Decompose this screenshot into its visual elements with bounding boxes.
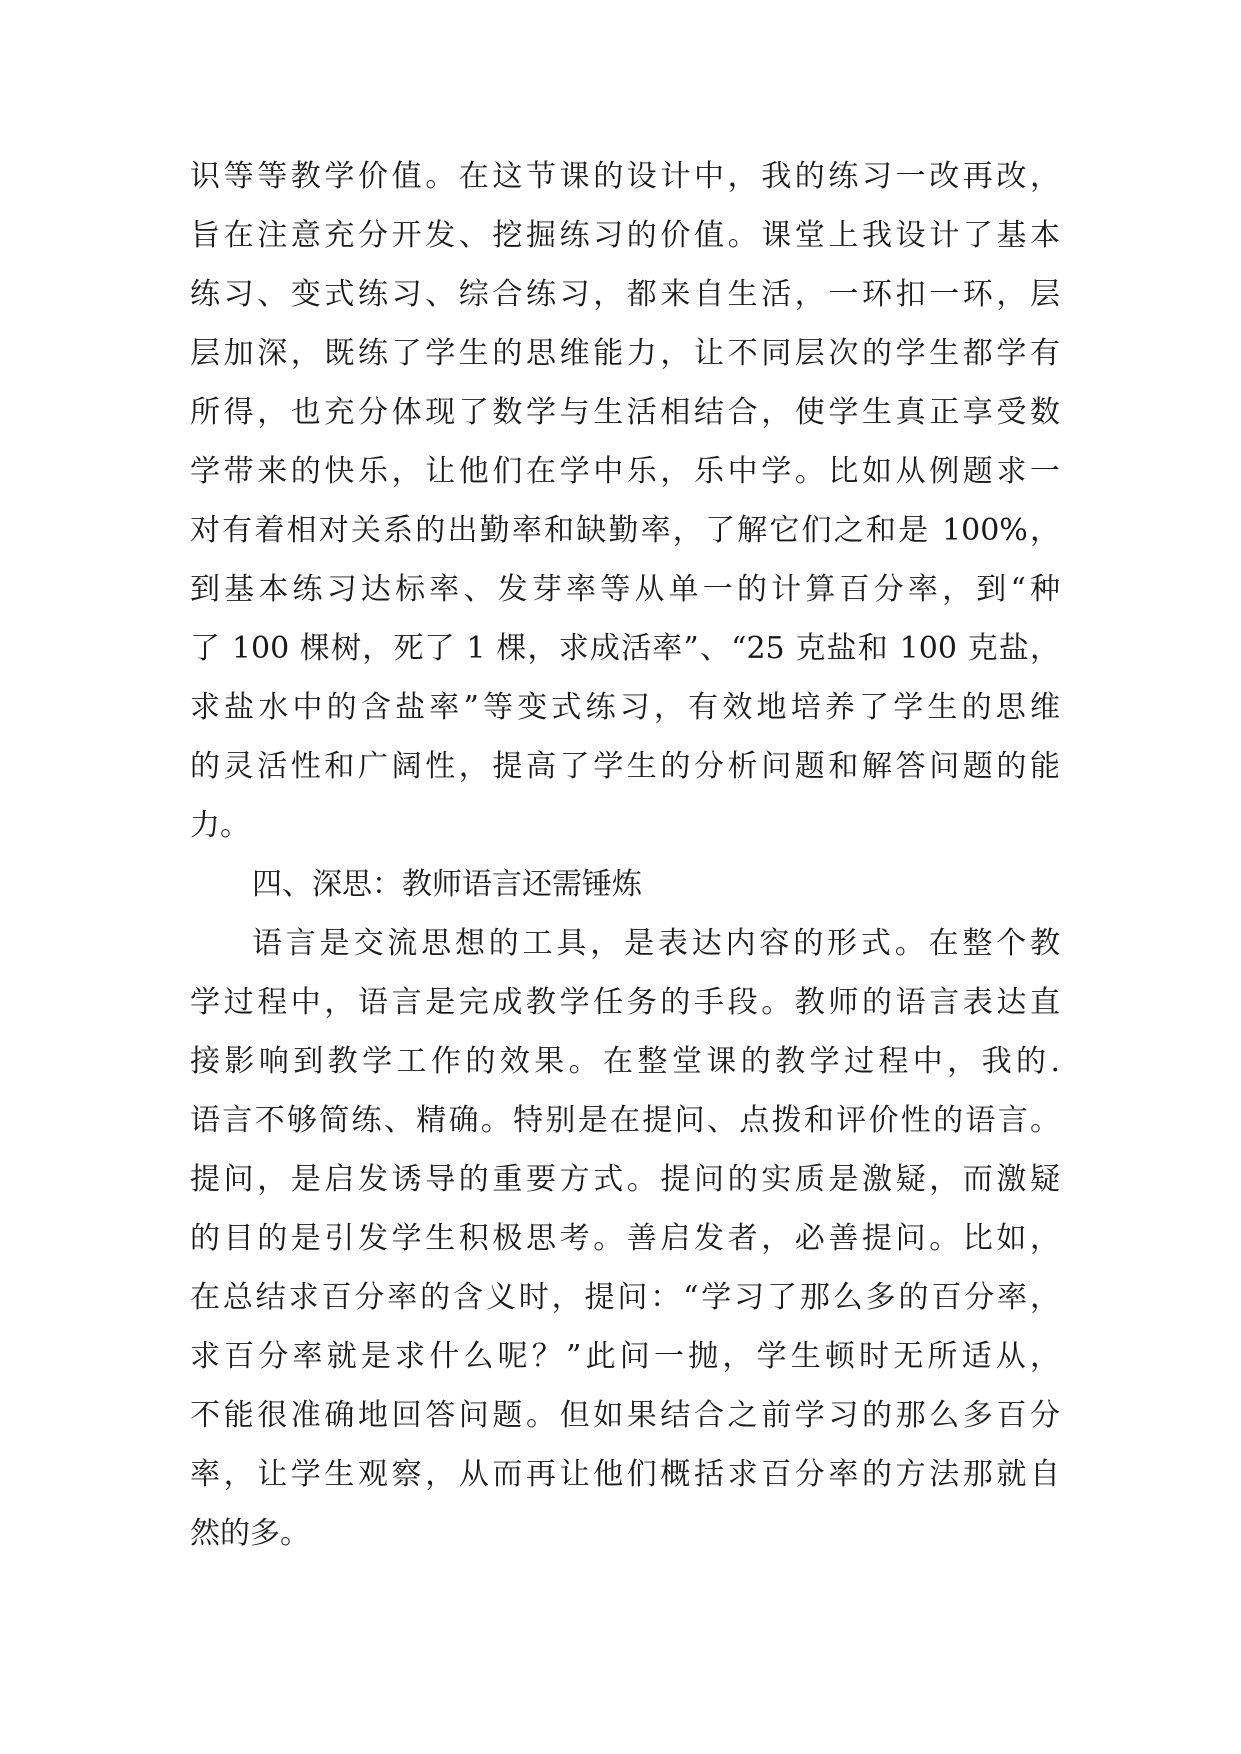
text-line: 对有着相对关系的出勤率和缺勤率，了解它们之和是 100%，	[190, 513, 1060, 548]
text-line: 所得，也充分体现了数学与生活相结合，使学生真正享受数	[190, 395, 1060, 430]
paragraph-practice	[190, 147, 1060, 855]
paragraph-language	[190, 914, 1060, 1563]
text-line: 识等等教学价值。在这节课的设计中，我的练习一改再改，	[190, 159, 1060, 194]
text-line: 到基本练习达标率、发芽率等从单一的计算百分率，到“种	[190, 572, 1060, 607]
text-line: 语言不够简练、精确。特别是在提问、点拨和评价性的语言。	[190, 1103, 1060, 1138]
section-heading: 四、深思：教师语言还需锤炼	[252, 867, 642, 902]
text-line: 学带来的快乐，让他们在学中乐，乐中学。比如从例题求一	[190, 454, 1060, 489]
text-line: 在总结求百分率的含义时，提问：“学习了那么多的百分率，	[190, 1280, 1060, 1315]
text-line: 接影响到教学工作的效果。在整堂课的教学过程中，我的.	[190, 1044, 1060, 1079]
text-line: 的目的是引发学生积极思考。善启发者，必善提问。比如，	[190, 1221, 1060, 1256]
text-line: 旨在注意充分开发、挖掘练习的价值。课堂上我设计了基本	[190, 218, 1060, 253]
text-line: 练习、变式练习、综合练习，都来自生活，一环扣一环，层	[190, 277, 1060, 312]
text-line: 的灵活性和广阔性，提高了学生的分析问题和解答问题的能	[190, 749, 1060, 784]
text-line: 求百分率就是求什么呢？”此问一抛，学生顿时无所适从，	[190, 1339, 1060, 1374]
text-line: 提问，是启发诱导的重要方式。提问的实质是激疑，而激疑	[190, 1162, 1060, 1197]
text-line: 然的多。	[190, 1516, 310, 1551]
text-line: 力。	[190, 808, 250, 843]
text-line: 了 100 棵树，死了 1 棵，求成活率”、“25 克盐和 100 克盐，	[190, 631, 1060, 666]
text-line: 学过程中，语言是完成教学任务的手段。教师的语言表达直	[190, 985, 1060, 1020]
text-line: 求盐水中的含盐率”等变式练习，有效地培养了学生的思维	[190, 690, 1060, 725]
text-line: 不能很准确地回答问题。但如果结合之前学习的那么多百分	[190, 1398, 1060, 1433]
text-line: 率，让学生观察，从而再让他们概括求百分率的方法那就自	[190, 1457, 1060, 1492]
text-line: 语言是交流思想的工具，是表达内容的形式。在整个教	[252, 926, 1060, 961]
document-page	[190, 147, 1060, 1563]
text-line: 层加深，既练了学生的思维能力，让不同层次的学生都学有	[190, 336, 1060, 371]
